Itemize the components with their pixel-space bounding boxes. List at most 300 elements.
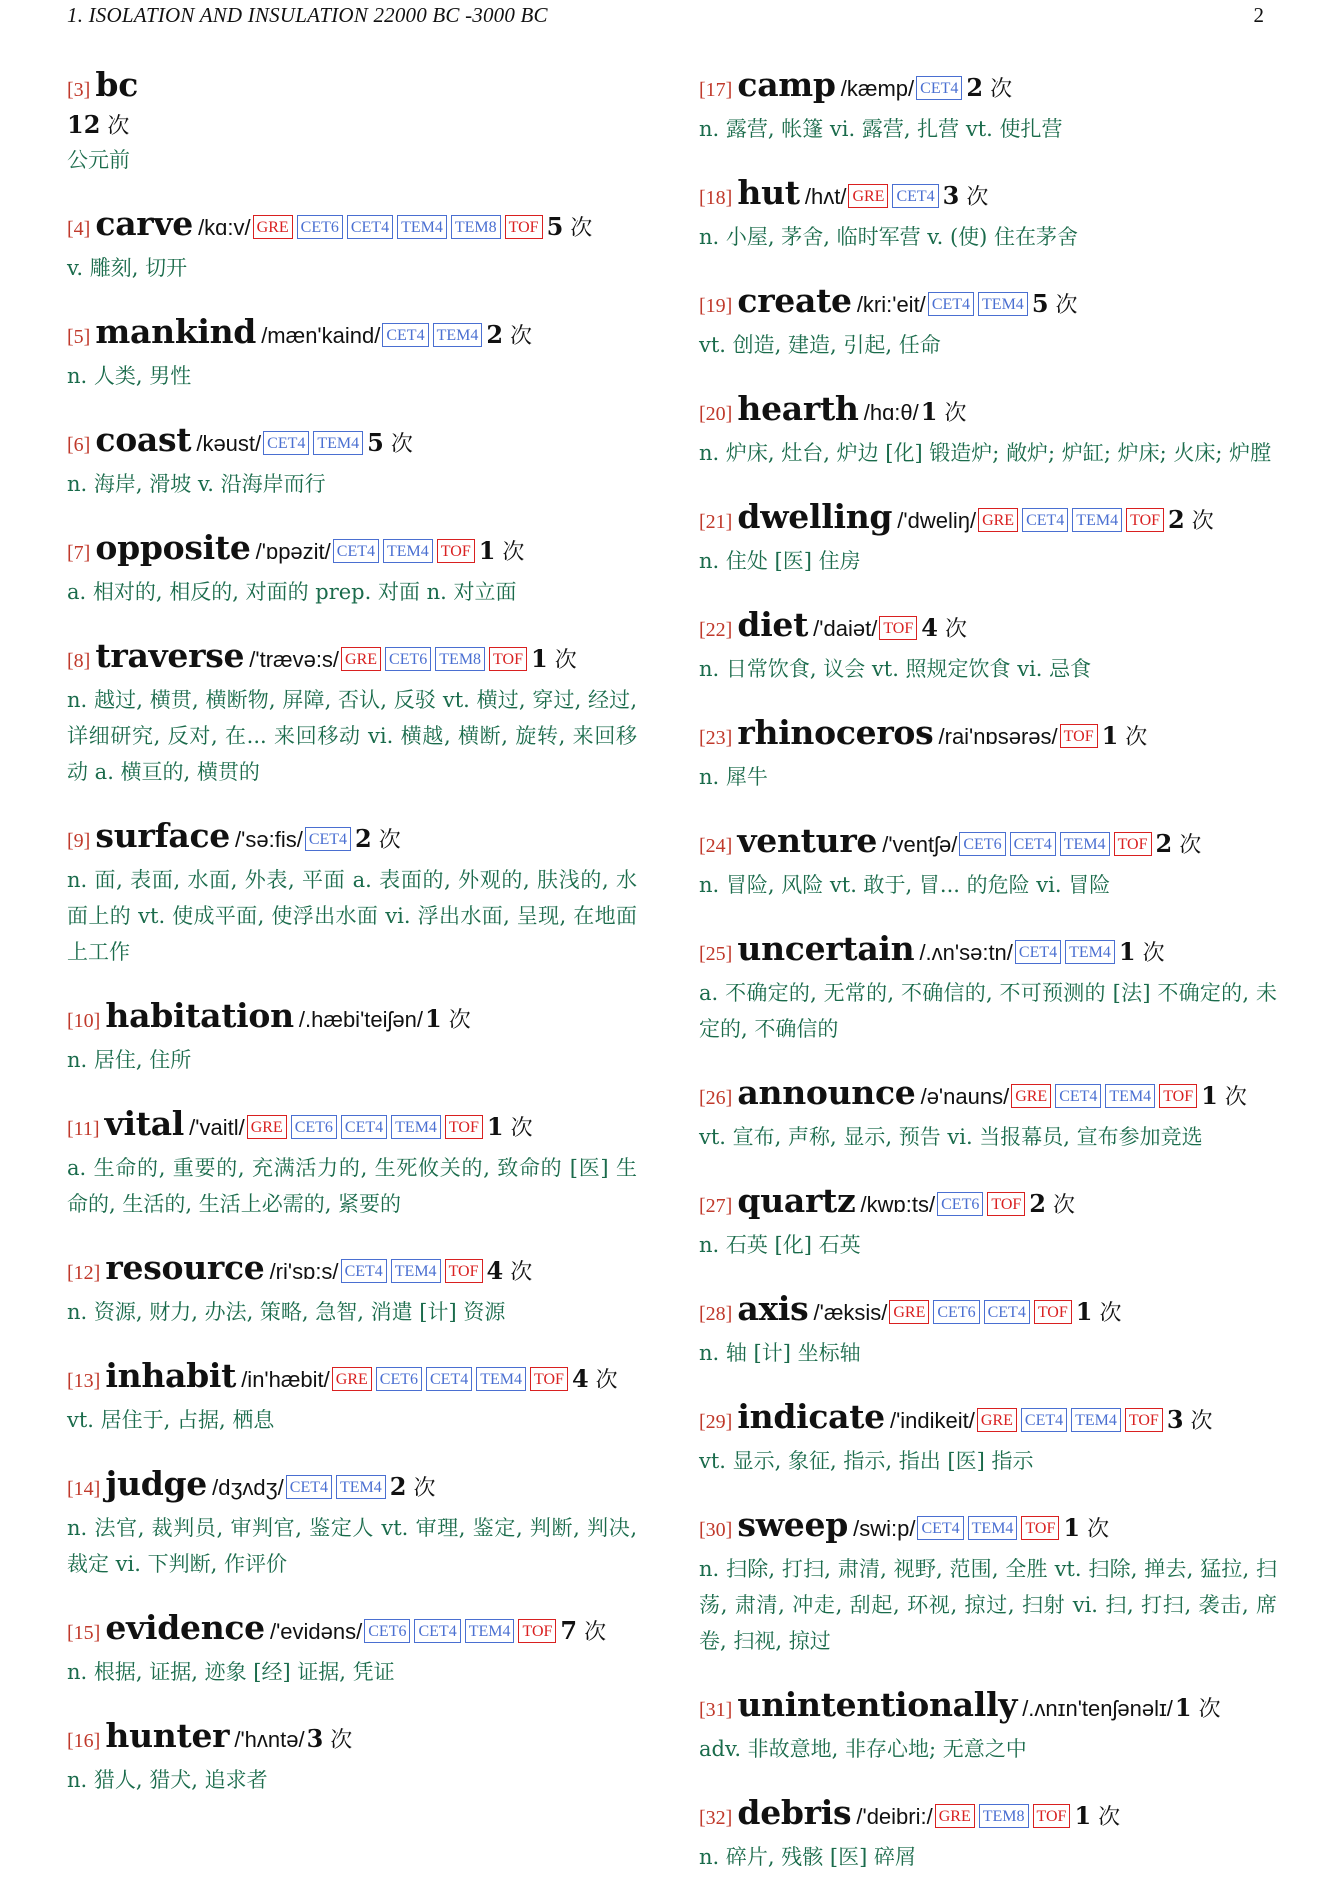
phonetic: /swi:p/ [853, 1516, 916, 1541]
frequency [486, 1256, 533, 1285]
vocab-entry [67, 1609, 637, 1690]
frequency-unit: 次 [390, 432, 413, 457]
entry-headline [699, 714, 1277, 757]
frequency-count: 7 [560, 1616, 578, 1645]
definition: n. 资源, 财力, 办法, 策略, 急智, 消遣 [计] 资源 [67, 1300, 506, 1324]
exam-tag-cet4: CET4 [305, 827, 351, 851]
entry-headline [699, 822, 1277, 865]
entry-number: [24] [699, 835, 733, 857]
exam-tag-cet4: CET4 [263, 431, 309, 455]
definition: n. 小屋, 茅舍, 临时军营 v. (使) 住在茅舍 [699, 225, 1079, 249]
headword: evidence [105, 1608, 265, 1647]
vocab-entry [67, 529, 637, 610]
definition: n. 冒险, 风险 vt. 敢于, 冒... 的危险 vi. 冒险 [699, 873, 1111, 897]
vocab-entry [67, 1249, 637, 1330]
entry-number: [32] [699, 1807, 733, 1829]
entry-headline [699, 1290, 1277, 1333]
phonetic: /'vaitl/ [189, 1115, 245, 1140]
exam-tag-tof: TOF [1159, 1084, 1197, 1108]
definition: n. 炉床, 灶台, 炉边 [化] 锻造炉; 敞炉; 炉缸; 炉床; 火床; 炉膛 [699, 441, 1272, 465]
definition: n. 住处 [医] 住房 [699, 549, 861, 573]
exam-tag-cet6: CET6 [385, 647, 431, 671]
entry-number: [4] [67, 218, 91, 240]
exam-tag-cet6: CET6 [937, 1192, 983, 1216]
headword: inhabit [105, 1356, 237, 1395]
phonetic: /'trævə:s/ [249, 647, 340, 672]
chapter-title: 1. ISOLATION AND INSULATION 22000 BC -3000 BC [67, 2, 548, 27]
entry-headline [699, 1074, 1277, 1117]
definition: v. 雕刻, 切开 [67, 256, 188, 280]
phonetic: /'daiət/ [813, 616, 878, 641]
exam-tag-gre: GRE [1011, 1084, 1051, 1108]
phonetic: /in'hæbit/ [241, 1367, 330, 1392]
phonetic: /.hæbi'teiʃən/ [298, 1007, 423, 1032]
exam-tag-tof: TOF [879, 616, 917, 640]
vocab-entry [699, 1398, 1277, 1479]
frequency [486, 1112, 533, 1141]
frequency-count: 3 [306, 1724, 324, 1753]
entry-number: [25] [699, 943, 733, 965]
frequency-unit: 次 [378, 828, 401, 853]
page-number: 2 [1253, 2, 1264, 27]
entry-headline [699, 930, 1277, 973]
frequency-unit: 次 [966, 185, 989, 210]
entry-number: [8] [67, 650, 91, 672]
frequency-count: 1 [1101, 721, 1119, 750]
exam-tag-cet4: CET4 [426, 1367, 472, 1391]
exam-tag-tof: TOF [1126, 508, 1164, 532]
headword: habitation [105, 996, 294, 1035]
entry-headline [699, 1398, 1277, 1441]
frequency [486, 320, 533, 349]
definition: n. 越过, 横贯, 横断物, 屏障, 否认, 反驳 vt. 横过, 穿过, 经过, 详细研究, 反对, 在... 来回移动 vi. 横越, 横断, 旋转, 来回移动 a. 横亘的, 横贯的 [67, 688, 637, 784]
entry-headline [67, 817, 637, 860]
entry-headline [67, 1357, 637, 1400]
headword: create [737, 281, 852, 320]
page-header [67, 0, 1264, 30]
frequency-unit: 次 [1099, 1301, 1122, 1326]
exam-tag-tem4: TEM4 [968, 1516, 1018, 1540]
phonetic: /'indikeit/ [889, 1408, 975, 1433]
exam-tag-gre: GRE [247, 1115, 287, 1139]
exam-tag-tof: TOF [518, 1619, 556, 1643]
frequency [389, 1472, 436, 1501]
exam-tag-tof: TOF [987, 1192, 1025, 1216]
exam-tag-tem4: TEM4 [978, 292, 1028, 316]
phonetic: /'dweliŋ/ [897, 508, 977, 533]
entry-number: [16] [67, 1730, 101, 1752]
frequency-count: 2 [486, 320, 504, 349]
phonetic: /hʌt/ [804, 184, 847, 209]
vocab-entry [699, 1074, 1277, 1155]
exam-tag-cet6: CET6 [297, 215, 343, 239]
frequency-unit: 次 [1198, 1697, 1221, 1722]
phonetic: /'sə:fis/ [235, 827, 303, 852]
frequency-count: 3 [942, 181, 960, 210]
phonetic: /'ɒpəzit/ [255, 539, 331, 564]
entry-number: [19] [699, 295, 733, 317]
frequency-count: 2 [389, 1472, 407, 1501]
entry-number: [6] [67, 434, 91, 456]
headword: traverse [95, 636, 245, 675]
headword: diet [737, 605, 809, 644]
exam-tag-gre: GRE [889, 1300, 929, 1324]
exam-tag-cet6: CET6 [291, 1115, 337, 1139]
definition: n. 根据, 证据, 迹象 [经] 证据, 凭证 [67, 1660, 395, 1684]
entry-number: [30] [699, 1519, 733, 1541]
headword: mankind [95, 312, 257, 351]
exam-tag-cet6: CET6 [364, 1619, 410, 1643]
frequency-unit: 次 [990, 77, 1013, 102]
exam-tag-cet4: CET4 [341, 1115, 387, 1139]
frequency-count: 1 [1063, 1513, 1081, 1542]
frequency-unit: 次 [502, 540, 525, 565]
exam-tag-tem4: TEM4 [476, 1367, 526, 1391]
headword: hunter [105, 1716, 230, 1755]
vocab-entry [67, 1717, 637, 1798]
headword: unintentionally [737, 1685, 1018, 1724]
definition: n. 日常饮食, 议会 vt. 照规定饮食 vi. 忌食 [699, 657, 1092, 681]
frequency-count: 1 [1074, 1801, 1092, 1830]
phonetic: /dʒʌdʒ/ [212, 1475, 284, 1500]
exam-tag-cet4: CET4 [1010, 832, 1056, 856]
exam-tag-gre: GRE [848, 184, 888, 208]
frequency-unit: 次 [570, 216, 593, 241]
phonetic: /kri:'eit/ [856, 292, 926, 317]
entry-headline [67, 1609, 637, 1652]
frequency [1029, 1189, 1075, 1218]
definition: adv. 非故意地, 非存心地; 无意之中 [699, 1737, 1027, 1761]
exam-tag-tem4: TEM4 [336, 1475, 386, 1499]
exam-tag-tem4: TEM4 [313, 431, 363, 455]
vocab-entry [699, 930, 1277, 1047]
headword: surface [95, 816, 230, 855]
exam-tag-cet4: CET4 [1015, 940, 1061, 964]
exam-tag-tem4: TEM4 [1060, 832, 1110, 856]
exam-tag-cet4: CET4 [916, 76, 962, 100]
frequency [571, 1364, 618, 1393]
vocab-entry [699, 174, 1277, 255]
frequency-count: 1 [424, 1004, 442, 1033]
definition: n. 猎人, 猎犬, 追求者 [67, 1768, 268, 1792]
definition: n. 法官, 裁判员, 审判官, 鉴定人 vt. 审理, 鉴定, 判断, 判决, 裁定 vi. 下判断, 作评价 [67, 1516, 637, 1576]
definition: a. 相对的, 相反的, 对面的 prep. 对面 n. 对立面 [67, 580, 517, 604]
frequency-unit: 次 [584, 1620, 607, 1645]
entry-headline [67, 1249, 637, 1292]
exam-tag-cet4: CET4 [928, 292, 974, 316]
vocab-entry [67, 817, 637, 970]
frequency [1201, 1081, 1247, 1110]
frequency-count: 3 [1166, 1405, 1184, 1434]
frequency-unit: 次 [510, 324, 533, 349]
frequency [920, 397, 967, 426]
entry-headline [699, 282, 1277, 325]
definition: vt. 显示, 象征, 指示, 指出 [医] 指示 [699, 1449, 1034, 1473]
frequency-unit: 次 [944, 401, 967, 426]
headword: resource [105, 1248, 265, 1287]
frequency-unit: 次 [1055, 293, 1078, 318]
exam-tag-tof: TOF [530, 1367, 568, 1391]
frequency [942, 181, 989, 210]
definition: n. 露营, 帐篷 vi. 露营, 扎营 vt. 使扎营 [699, 117, 1063, 141]
exam-tag-cet4: CET4 [892, 184, 938, 208]
entry-headline [67, 66, 637, 109]
frequency [1155, 829, 1202, 858]
exam-tag-gre: GRE [977, 1408, 1017, 1432]
left-column [67, 66, 637, 1825]
frequency [921, 613, 967, 642]
headword: sweep [737, 1505, 848, 1544]
entry-headline [699, 1794, 1277, 1837]
frequency [424, 1004, 471, 1033]
entry-headline [699, 174, 1277, 217]
frequency-unit: 次 [1125, 725, 1148, 750]
exam-tag-tem4: TEM4 [1072, 508, 1122, 532]
definition: n. 海岸, 滑坡 v. 沿海岸而行 [67, 472, 326, 496]
definition: a. 生命的, 重要的, 充满活力的, 生死攸关的, 致命的 [医] 生命的, 生活的, 生活上必需的, 紧要的 [67, 1156, 637, 1216]
frequency [1074, 1801, 1121, 1830]
entry-number: [3] [67, 79, 91, 101]
vocab-entry [699, 1182, 1277, 1263]
headword: hut [737, 173, 800, 212]
exam-tag-tem4: TEM4 [1065, 940, 1115, 964]
vocab-entry [67, 1105, 637, 1222]
entry-number: [12] [67, 1262, 101, 1284]
exam-tag-tem4: TEM4 [1105, 1084, 1155, 1108]
frequency [1174, 1693, 1221, 1722]
vocab-entry [699, 1686, 1277, 1767]
exam-tag-tof: TOF [1114, 832, 1152, 856]
exam-tag-tem8: TEM8 [979, 1804, 1029, 1828]
frequency-unit: 次 [595, 1368, 618, 1393]
exam-tag-cet4: CET4 [286, 1475, 332, 1499]
entry-number: [23] [699, 727, 733, 749]
exam-tag-tem8: TEM8 [435, 647, 485, 671]
entry-headline [699, 66, 1277, 109]
frequency-unit: 次 [107, 114, 130, 139]
phonetic: /'deibri:/ [856, 1804, 933, 1829]
vocab-entry [699, 498, 1277, 579]
frequency-unit: 次 [1224, 1085, 1247, 1110]
phonetic: /ri'sɒ:s/ [269, 1259, 339, 1284]
phonetic: /.ʌnɪn'tenʃənəlɪ/ [1022, 1696, 1173, 1721]
phonetic: /kwɒ:ts/ [860, 1192, 936, 1217]
frequency [1063, 1513, 1110, 1542]
exam-tag-tem4: TEM4 [465, 1619, 515, 1643]
exam-tag-tof: TOF [1125, 1408, 1163, 1432]
frequency-unit: 次 [1087, 1517, 1110, 1542]
entry-headline [67, 1105, 637, 1148]
phonetic: /hɑ:θ/ [863, 400, 919, 425]
frequency-unit: 次 [1179, 833, 1202, 858]
vocab-entry [67, 997, 637, 1078]
frequency-count: 4 [921, 613, 938, 642]
frequency-count: 2 [1168, 505, 1185, 534]
entry-number: [22] [699, 619, 733, 641]
exam-tag-cet4: CET4 [347, 215, 393, 239]
exam-tag-cet4: CET4 [917, 1516, 963, 1540]
vocab-entry [67, 313, 637, 394]
frequency-count: 1 [1201, 1081, 1218, 1110]
entry-headline [67, 997, 637, 1040]
headword: rhinoceros [737, 713, 934, 752]
frequency-count: 1 [530, 644, 548, 673]
frequency-unit: 次 [330, 1728, 353, 1753]
exam-tag-gre: GRE [935, 1804, 975, 1828]
exam-tag-tof: TOF [1033, 1804, 1071, 1828]
definition: n. 扫除, 打扫, 肃清, 视野, 范围, 全胜 vt. 扫除, 掸去, 猛拉, 扫荡, 肃清, 冲走, 刮起, 环视, 掠过, 扫射 vi. 扫, 打扫, 袭击, 席卷, 扫视, 掠过 [699, 1557, 1277, 1653]
exam-tag-tem4: TEM4 [383, 539, 433, 563]
exam-tag-gre: GRE [341, 647, 381, 671]
frequency-count: 1 [486, 1112, 504, 1141]
exam-tag-tof: TOF [489, 647, 527, 671]
vocab-entry [699, 606, 1277, 687]
frequency-unit: 次 [1190, 1409, 1213, 1434]
right-column [699, 66, 1277, 1902]
exam-tag-tem4: TEM4 [1071, 1408, 1121, 1432]
headword: announce [737, 1073, 916, 1112]
frequency-count: 2 [966, 73, 984, 102]
exam-tag-tof: TOF [1021, 1516, 1059, 1540]
frequency-count: 5 [367, 428, 384, 457]
entry-headline [67, 529, 637, 572]
headword: coast [95, 420, 192, 459]
entry-number: [15] [67, 1622, 101, 1644]
definition: n. 石英 [化] 石英 [699, 1233, 861, 1257]
entry-number: [27] [699, 1195, 733, 1217]
headword: bc [95, 65, 138, 104]
frequency-count: 1 [478, 536, 496, 565]
phonetic: /mæn'kaind/ [261, 323, 381, 348]
frequency [530, 644, 577, 673]
definition: vt. 宣布, 声称, 显示, 预告 vi. 当报幕员, 宣布参加竞选 [699, 1125, 1203, 1149]
frequency [560, 1616, 607, 1645]
vocab-entry [67, 205, 637, 286]
phonetic: /'æksis/ [813, 1300, 888, 1325]
definition: vt. 创造, 建造, 引起, 任命 [699, 333, 941, 357]
phonetic: /rai'nɒsərəs/ [938, 724, 1058, 749]
frequency-unit: 次 [1098, 1805, 1121, 1830]
vocab-entry [67, 1357, 637, 1438]
definition: n. 面, 表面, 水面, 外表, 平面 a. 表面的, 外观的, 肤浅的, 水面上的 vt. 使成平面, 使浮出水面 vi. 浮出水面, 呈现, 在地面上工作 [67, 868, 637, 964]
frequency-count: 2 [1029, 1189, 1046, 1218]
headword: opposite [95, 528, 251, 567]
vocab-entry [699, 1794, 1277, 1875]
frequency [546, 212, 593, 241]
headword: uncertain [737, 929, 915, 968]
headword: quartz [737, 1181, 856, 1220]
frequency [1166, 1405, 1213, 1434]
entry-headline [67, 1717, 637, 1760]
entry-number: [20] [699, 403, 733, 425]
vocab-entry [67, 421, 637, 502]
exam-tag-cet6: CET6 [376, 1367, 422, 1391]
vocab-entry [699, 1290, 1277, 1371]
vocab-entry [699, 282, 1277, 363]
frequency [1075, 1297, 1122, 1326]
vocab-entry [67, 66, 637, 178]
definition: 公元前 [67, 148, 130, 172]
frequency-count: 1 [1075, 1297, 1093, 1326]
phonetic: /ə'nauns/ [920, 1084, 1010, 1109]
frequency [1168, 505, 1214, 534]
frequency [355, 824, 401, 853]
entry-headline [699, 1506, 1277, 1549]
phonetic: /kæmp/ [840, 76, 915, 101]
entry-number: [18] [699, 187, 733, 209]
definition: a. 不确定的, 无常的, 不确信的, 不可预测的 [法] 不确定的, 未定的, 不确信的 [699, 981, 1277, 1041]
entry-headline [67, 1465, 637, 1508]
frequency-count: 5 [546, 212, 564, 241]
entry-number: [5] [67, 326, 91, 348]
headword: axis [737, 1289, 809, 1328]
frequency [367, 428, 413, 457]
exam-tag-tof: TOF [505, 215, 543, 239]
exam-tag-tem4: TEM4 [391, 1259, 441, 1283]
frequency-count: 1 [1174, 1693, 1192, 1722]
frequency [67, 109, 637, 140]
exam-tag-cet4: CET4 [1021, 1408, 1067, 1432]
definition: n. 居住, 住所 [67, 1048, 192, 1072]
frequency-unit: 次 [413, 1476, 436, 1501]
exam-tag-tem4: TEM4 [391, 1115, 441, 1139]
phonetic: /'ventʃə/ [882, 832, 958, 857]
definition: n. 人类, 男性 [67, 364, 192, 388]
exam-tag-cet4: CET4 [984, 1300, 1030, 1324]
vocab-entry [67, 637, 637, 790]
exam-tag-tof: TOF [445, 1259, 483, 1283]
exam-tag-cet4: CET4 [1055, 1084, 1101, 1108]
entry-number: [10] [67, 1010, 101, 1032]
entry-headline [699, 390, 1277, 433]
vocab-entry [699, 390, 1277, 471]
entry-number: [29] [699, 1411, 733, 1433]
vocab-entry [699, 66, 1277, 147]
entry-headline [699, 606, 1277, 649]
definition: n. 轴 [计] 坐标轴 [699, 1341, 861, 1365]
frequency [478, 536, 525, 565]
exam-tag-cet4: CET4 [333, 539, 379, 563]
exam-tag-cet4: CET4 [341, 1259, 387, 1283]
frequency-unit: 次 [1052, 1193, 1075, 1218]
frequency-count: 12 [67, 110, 101, 139]
headword: carve [95, 204, 193, 243]
headword: dwelling [737, 497, 893, 536]
frequency-count: 4 [571, 1364, 589, 1393]
frequency [306, 1724, 353, 1753]
frequency-unit: 次 [510, 1116, 533, 1141]
exam-tag-cet4: CET4 [414, 1619, 460, 1643]
definition: n. 碎片, 残骸 [医] 碎屑 [699, 1845, 916, 1869]
headword: hearth [737, 389, 859, 428]
headword: indicate [737, 1397, 885, 1436]
exam-tag-cet4: CET4 [1022, 508, 1068, 532]
entry-number: [17] [699, 79, 733, 101]
frequency-unit: 次 [1142, 941, 1165, 966]
exam-tag-tem4: TEM4 [397, 215, 447, 239]
frequency-unit: 次 [1191, 509, 1214, 534]
frequency-count: 5 [1031, 289, 1049, 318]
entry-headline [67, 421, 637, 464]
vocab-entry [699, 1506, 1277, 1659]
frequency-unit: 次 [944, 617, 967, 642]
exam-tag-tof: TOF [1060, 724, 1098, 748]
entry-headline [699, 1686, 1277, 1729]
entry-headline [699, 1182, 1277, 1225]
entry-headline [67, 205, 637, 248]
headword: judge [105, 1464, 207, 1503]
exam-tag-gre: GRE [253, 215, 293, 239]
